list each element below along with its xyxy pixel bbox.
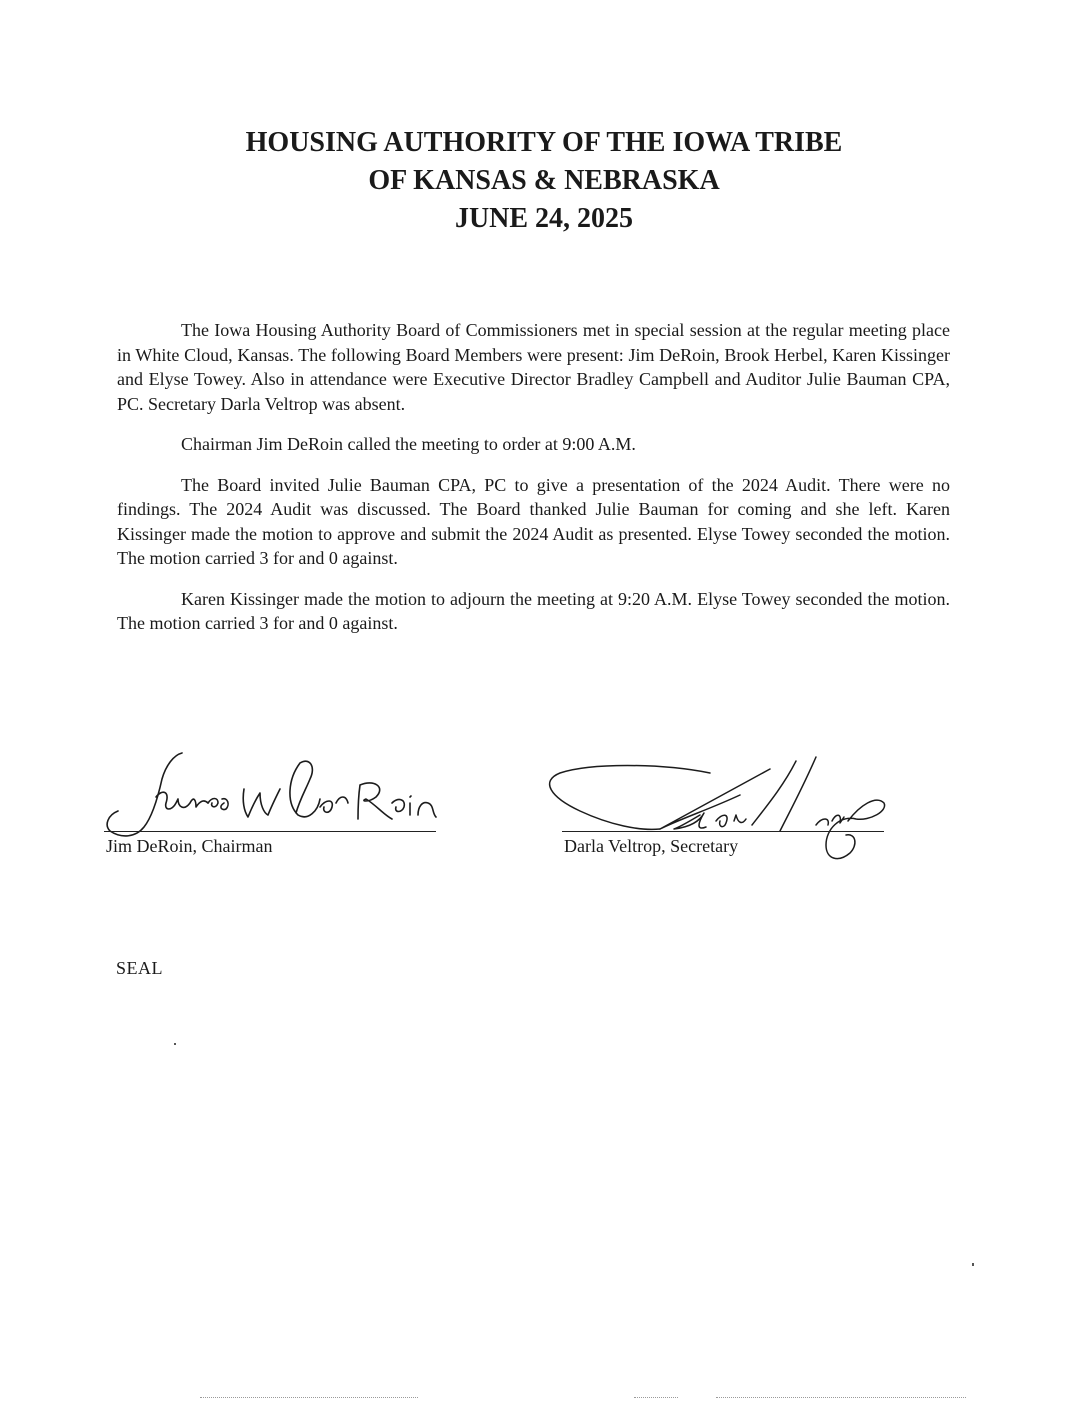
chairman-handwritten-signature bbox=[104, 745, 444, 845]
scan-edge-dots bbox=[716, 1397, 966, 1398]
chairman-signature-block bbox=[104, 745, 444, 865]
meeting-date: JUNE 24, 2025 bbox=[454, 203, 634, 234]
title-line-1: HOUSING AUTHORITY OF THE IOWA TRIBE bbox=[245, 127, 843, 158]
chairman-signature-line bbox=[104, 831, 436, 832]
secretary-name: Darla Veltrop, Secretary bbox=[564, 836, 739, 856]
scan-speck bbox=[174, 1043, 176, 1045]
document-title bbox=[0, 124, 1088, 238]
scan-edge-dots bbox=[634, 1397, 678, 1398]
minutes-body bbox=[117, 318, 950, 652]
scan-speck bbox=[972, 1263, 974, 1266]
chairman-name: Jim DeRoin, Chairman bbox=[106, 836, 273, 856]
paragraph-audit: The Board invited Julie Bauman CPA, PC to give a presentation of the 2024 Audit. There were no findings. The 2024 Audit was discussed. The Board thanked Julie Bauman for coming and she left. Karen Kissinger made the motion to approve and submit the 2024 Audit as presented. Elyse Towey seconded the motion. The motion carried 3 for and 0 against. bbox=[117, 474, 950, 568]
title-line-2: OF KANSAS & NEBRASKA bbox=[368, 165, 720, 196]
paragraph-call-to-order: Chairman Jim DeRoin called the meeting to order at 9:00 A.M. bbox=[181, 434, 636, 454]
scan-edge-dots bbox=[200, 1397, 418, 1398]
secretary-signature-block bbox=[540, 755, 900, 880]
seal-label: SEAL bbox=[116, 958, 163, 978]
secretary-handwritten-signature bbox=[540, 755, 900, 875]
secretary-signature-line bbox=[562, 831, 884, 832]
paragraph-attendance: The Iowa Housing Authority Board of Commissioners met in special session at the regular meeting place in White Cloud, Kansas. The following Board Members were present: Jim DeRoin, Brook Herbel, Karen Kissinger and Elyse Towey. Also in attendance were Executive Director Bradley Campbell and Auditor Julie Bauman CPA, PC. Secretary Darla Veltrop was absent. bbox=[117, 320, 950, 414]
paragraph-adjourn: Karen Kissinger made the motion to adjourn the meeting at 9:20 A.M. Elyse Towey seconded the motion. The motion carried 3 for and 0 against. bbox=[117, 588, 950, 633]
